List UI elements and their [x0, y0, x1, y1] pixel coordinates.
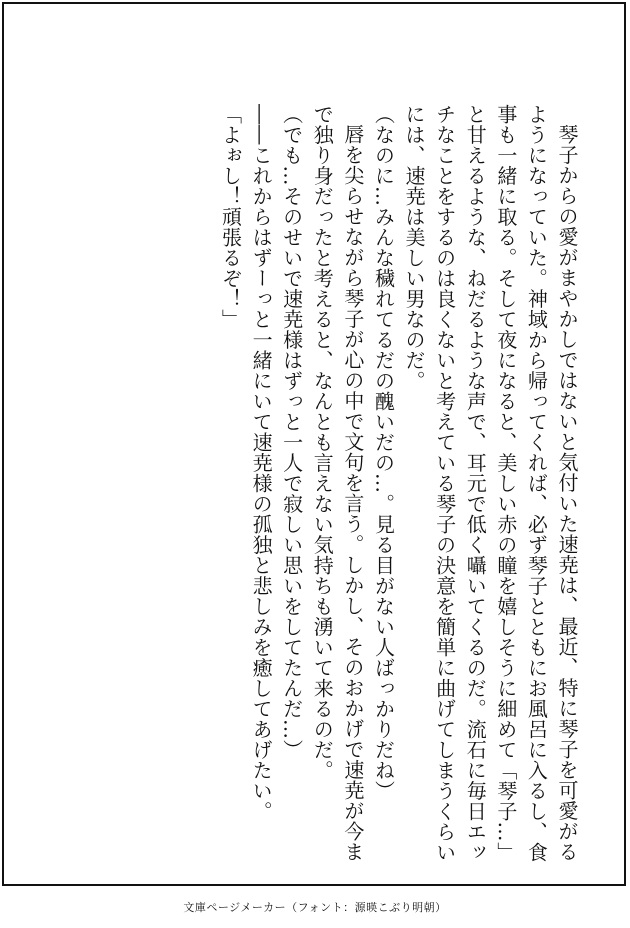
- vertical-text-body: [22, 104, 582, 874]
- paragraph-thought-2: （でも…そのせいで速尭様はずっと一人で寂しい思いをしてたんだ…）: [279, 104, 304, 760]
- paragraph-narration-1: 琴子からの愛がまやかしではないと気付いた速尭は、最近、特に琴子を可愛がるようになっていた。神域から帰ってくれば、必ず琴子とともにお風呂に入るし、食事も一緒に取る。そして夜になると、美しい赤の瞳を嬉しそうに細めて「琴子…」と甘えるような、ねだるような声で、耳元で低く囁いてくるのだ。流石に毎日エッチなことをするのは良くないと考えている琴子の決意を簡単に曲げてしまうくらいには、速尭は美しい男なのだ。: [402, 104, 579, 863]
- footer-credit: 文庫ページメーカー（フォント：源暎こぶり明朝）: [183, 901, 447, 914]
- paragraph-dialogue: 「よぉし！頑張るぞ！」: [218, 104, 243, 330]
- page-frame: [2, 2, 626, 886]
- paragraph-dash-line: ――これからはずーっと一緒にいて速尭様の孤独と悲しみを癒してあげたい。: [249, 104, 274, 822]
- paragraph-narration-2: 唇を尖らせながら琴子が心の中で文句を言う。しかし、そのおかげで速尭が今まで独り身だったと考えると、なんとも言えない気持ちも湧いて来るのだ。: [310, 104, 365, 862]
- paragraph-thought-1: （なのに…みんな穢れてるだの醜いだの…。見る目がない人ばっかりだね）: [371, 104, 396, 801]
